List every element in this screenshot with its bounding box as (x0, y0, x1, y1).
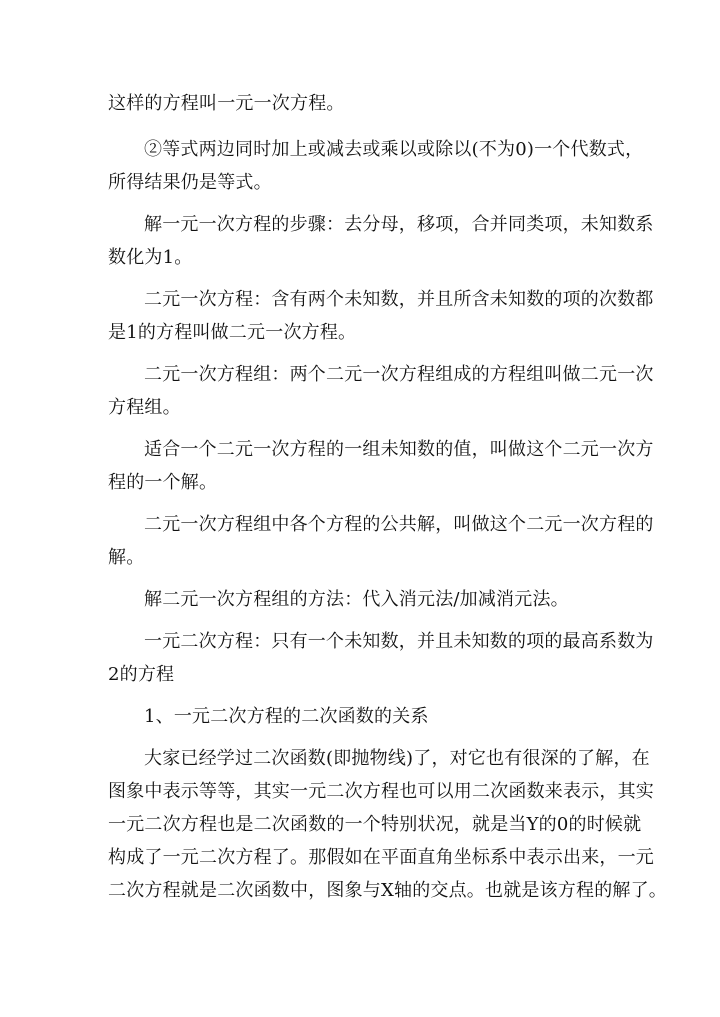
text-line: 一元二次方程也是二次函数的一个特别状况，就是当Y的0的时候就 (108, 814, 642, 835)
paragraph-line: 解一元一次方程的步骤：去分母，移项，合并同类项，未知数系 (144, 214, 654, 235)
paragraph-line: 二元一次方程组：两个二元一次方程组成的方程组叫做二元一次 (144, 364, 654, 385)
text-line: 2的方程 (108, 664, 175, 685)
text-line: 解。 (108, 547, 145, 568)
text-line: 图象中表示等等，其实一元二次方程也可以用二次函数来表示，其实 (108, 781, 654, 802)
text-line: 所得结果仍是等式。 (108, 172, 272, 193)
paragraph-line: 适合一个二元一次方程的一组未知数的值，叫做这个二元一次方 (144, 439, 654, 460)
paragraph-line: 二元一次方程组中各个方程的公共解，叫做这个二元一次方程的 (144, 514, 654, 535)
text-line: 数化为1。 (108, 247, 193, 268)
paragraph-line: ②等式两边同时加上或减去或乘以或除以(不为0)一个代数式， (144, 139, 644, 160)
paragraph-line: 大家已经学过二次函数(即抛物线)了，对它也有很深的了解，在 (144, 748, 650, 769)
text-line: 程的一个解。 (108, 472, 218, 493)
text-line: 这样的方程叫一元一次方程。 (108, 93, 345, 114)
paragraph-line: 一元二次方程：只有一个未知数，并且未知数的项的最高系数为 (144, 631, 654, 652)
text-line: 二次方程就是二次函数中，图象与X轴的交点。也就是该方程的解了。 (108, 880, 668, 901)
text-line: 是1的方程叫做二元一次方程。 (108, 322, 357, 343)
text-line: 方程组。 (108, 397, 181, 418)
section-heading: 1、一元二次方程的二次函数的关系 (144, 706, 429, 727)
paragraph-line: 二元一次方程：含有两个未知数，并且所含未知数的项的次数都 (144, 289, 654, 310)
paragraph-line: 解二元一次方程组的方法：代入消元法/加减消元法。 (144, 589, 569, 610)
text-line: 构成了一元二次方程了。那假如在平面直角坐标系中表示出来，一元 (108, 847, 654, 868)
